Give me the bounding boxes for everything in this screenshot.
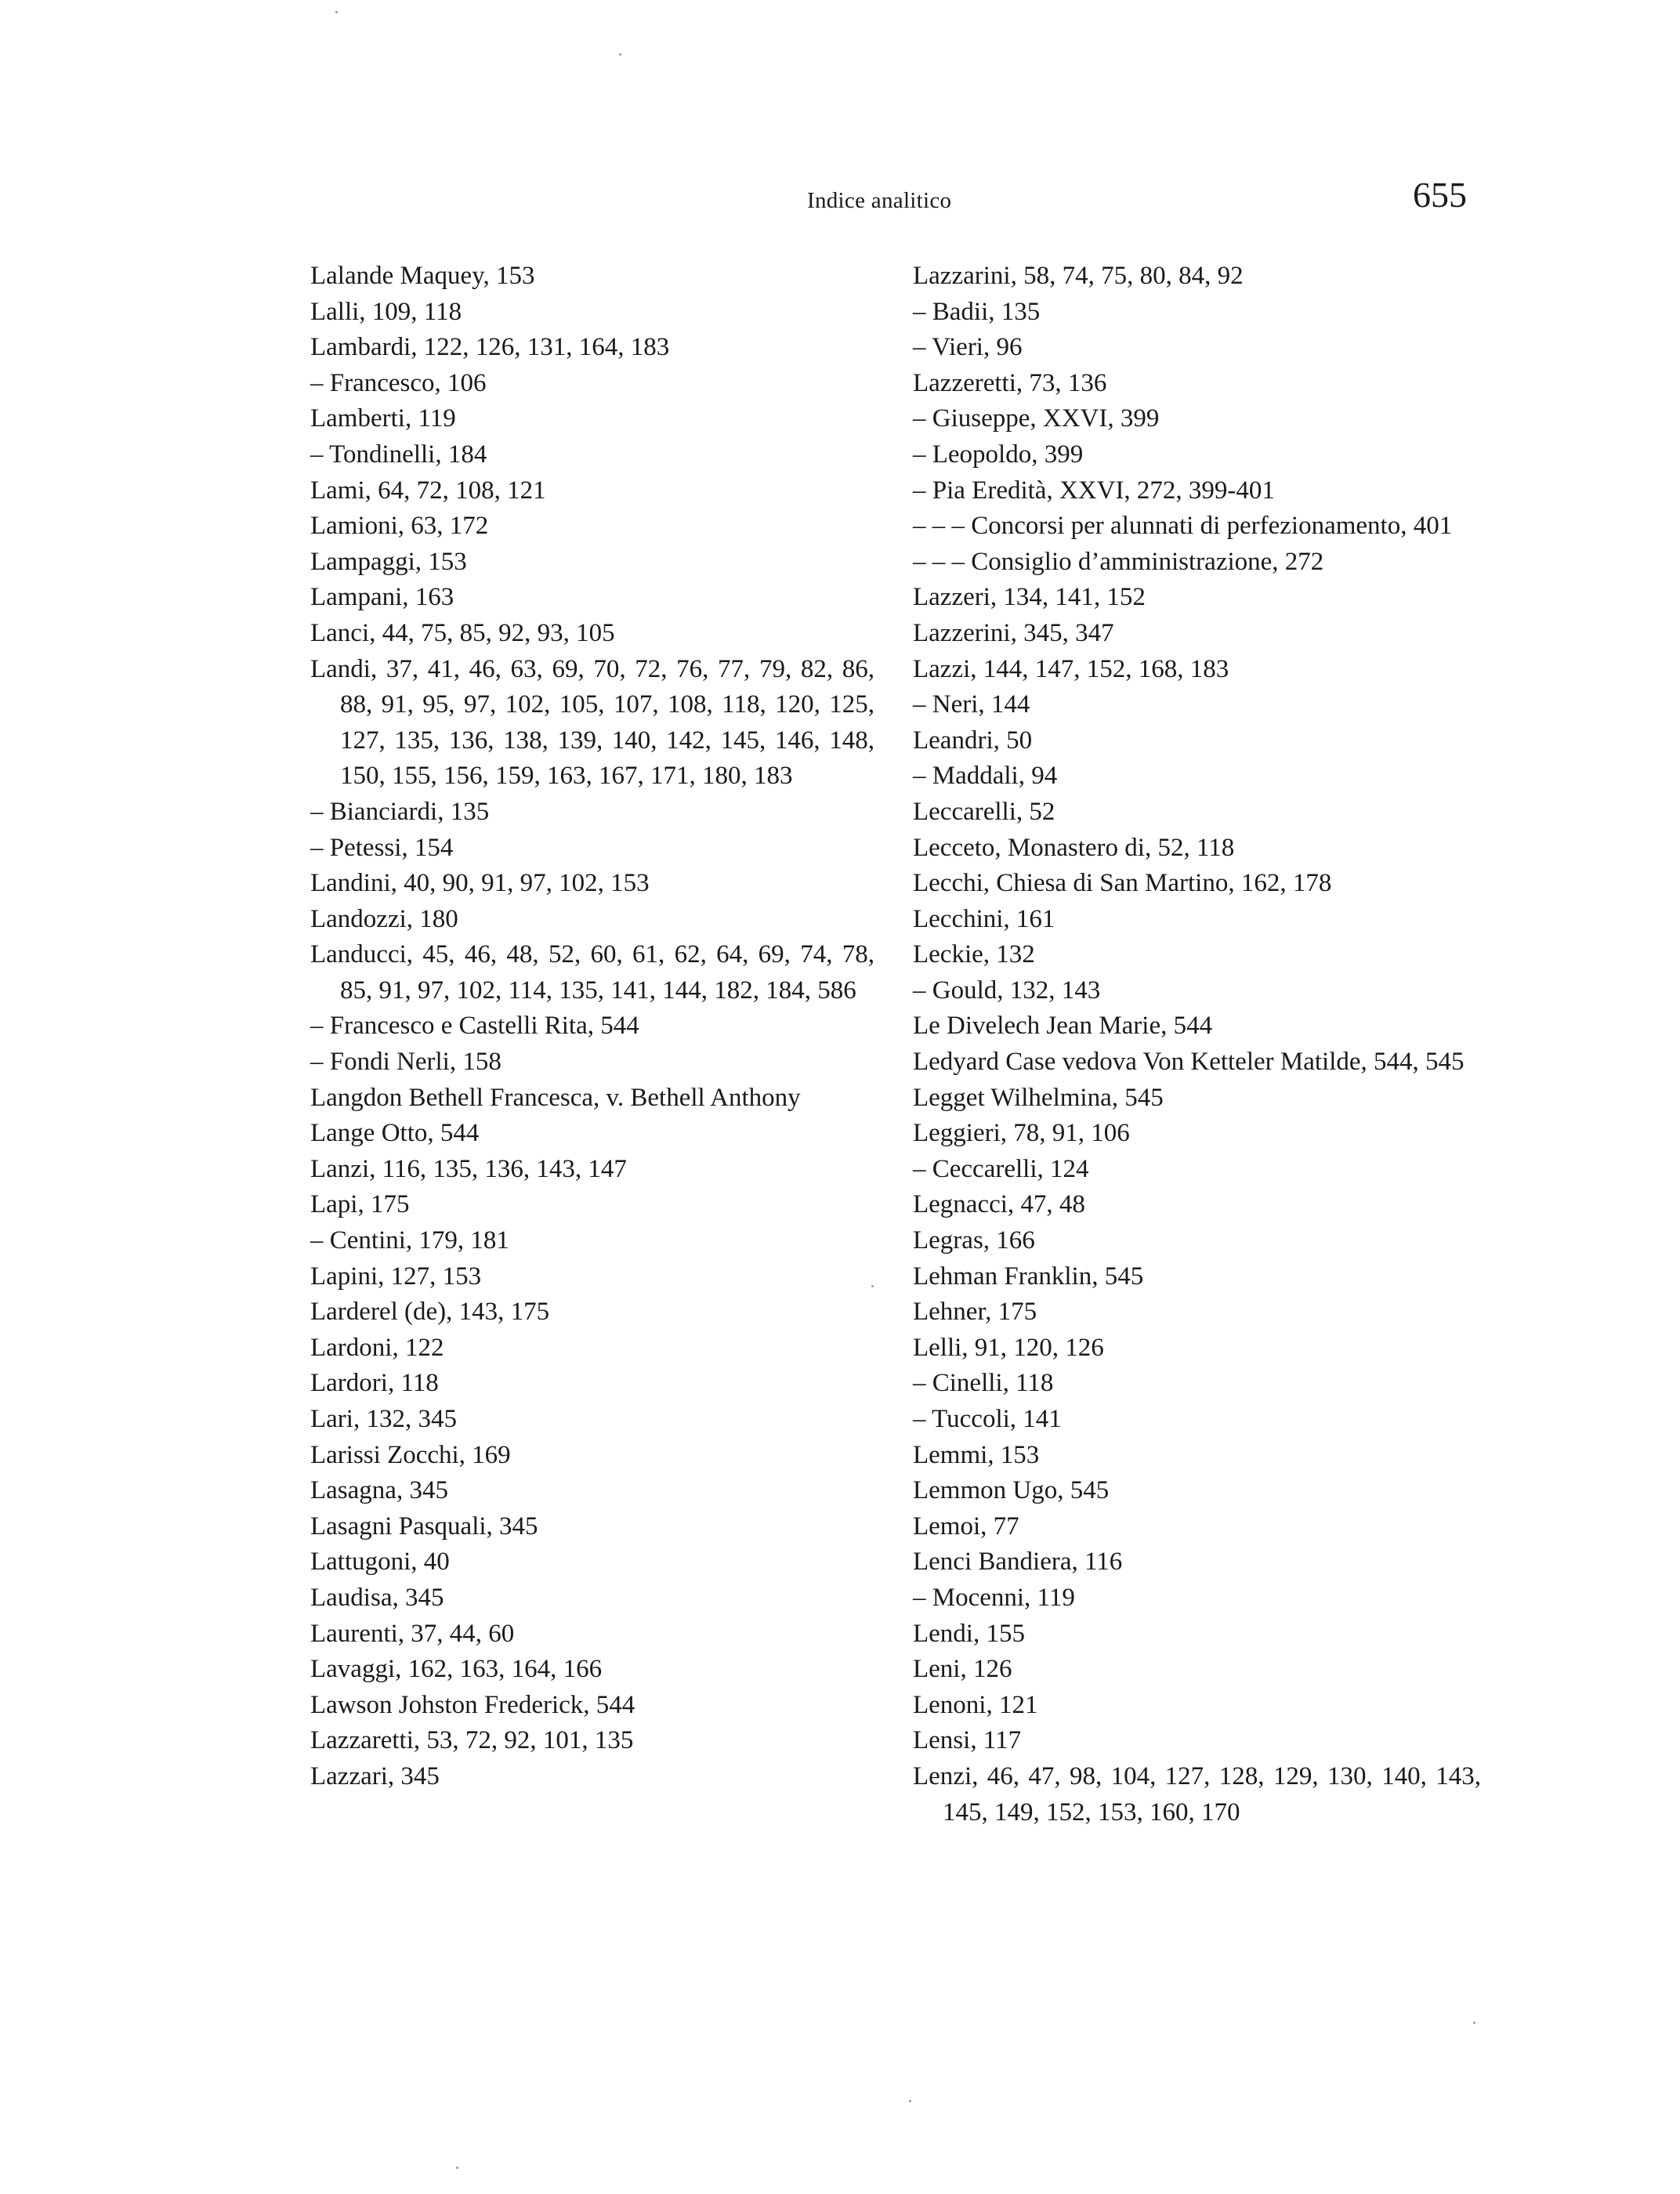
index-entry: Langdon Bethell Francesca, v. Bethell Anthony [310,1083,801,1112]
index-entry: Laurenti, 37, 44, 60 [310,1619,515,1648]
index-entry: Leckie, 132 [913,940,1035,969]
scan-speck [1473,2022,1475,2024]
index-entry: Landozzi, 180 [310,904,458,933]
index-entry: Lapini, 127, 153 [310,1262,482,1291]
index-entry: Ledyard Case vedova Von Ketteler Matilde, 544, 545 [913,1048,1465,1077]
index-entry: Legras, 166 [913,1226,1035,1255]
index-entry: – Francesco, 106 [310,368,487,397]
scan-speck [335,11,338,13]
index-entry: Lazzari, 345 [310,1761,440,1790]
page-number: 655 [1413,175,1467,215]
index-column-left [310,259,874,1795]
scan-speck [619,53,621,56]
index-entry: Leni, 126 [913,1655,1012,1684]
index-entry: Larissi Zocchi, 169 [310,1440,511,1469]
index-entry: Lange Otto, 544 [310,1119,480,1148]
index-entry: Lendi, 155 [913,1619,1025,1648]
index-entry: – Gould, 132, 143 [913,976,1101,1005]
index-entry: Landi, 37, 41, 46, 63, 69, 70, 72, 76, 77, 79, 82, 86, 88, 91, 95, 97, 102, 105, 107, 108, 118, 120, 125, 127, 135, 136, 138, 139, 140, 142, 145, 146, 148, 150, 155, 156, 159, 163, 167, 171, 180, 183 [310,654,874,791]
index-entry: Lasagni Pasquali, 345 [310,1512,538,1541]
index-entry: Lensi, 117 [913,1726,1022,1755]
index-entry: Lardoni, 122 [310,1333,444,1362]
index-entry: Lazzeri, 134, 141, 152 [913,583,1146,612]
scan-speck [909,2100,911,2102]
index-entry: – – – Consiglio d’amministrazione, 272 [913,547,1324,576]
index-entry: Leandri, 50 [913,726,1033,755]
index-entry: Lazzi, 144, 147, 152, 168, 183 [913,654,1229,683]
index-entry: – Tondinelli, 184 [310,440,487,469]
scan-speck [456,2167,458,2169]
index-entry: Lavaggi, 162, 163, 164, 166 [310,1655,603,1684]
index-entry: Lanci, 44, 75, 85, 92, 93, 105 [310,618,615,647]
index-entry: Lemoi, 77 [913,1512,1019,1541]
index-entry: – Leopoldo, 399 [913,440,1084,469]
index-entry: Lenzi, 46, 47, 98, 104, 127, 128, 129, 130, 140, 143, 145, 149, 152, 153, 160, 170 [913,1761,1481,1827]
index-entry: Le Divelech Jean Marie, 544 [913,1012,1213,1041]
index-entry: Lattugoni, 40 [310,1548,450,1577]
index-entry: – Cinelli, 118 [913,1369,1054,1398]
index-entry: Lari, 132, 345 [310,1405,457,1433]
index-entry: Larderel (de), 143, 175 [310,1298,550,1327]
index-entry: Lapi, 175 [310,1190,410,1219]
index-entry: Lenoni, 121 [913,1690,1038,1719]
index-entry: – Petessi, 154 [310,833,454,862]
index-entry: Lampani, 163 [310,583,454,612]
index-entry: Lawson Johston Frederick, 544 [310,1690,635,1719]
scan-speck [871,1285,874,1287]
index-entry: – Badii, 135 [913,297,1041,326]
index-entry: Lanzi, 116, 135, 136, 143, 147 [310,1154,627,1183]
index-entry: Lemmi, 153 [913,1440,1040,1469]
index-entry: – Pia Eredità, XXVI, 272, 399-401 [913,476,1275,505]
index-entry: Lasagna, 345 [310,1476,448,1505]
index-entry: – Mocenni, 119 [913,1583,1075,1612]
index-entry: – Giuseppe, XXVI, 399 [913,404,1160,433]
index-entry: – Centini, 179, 181 [310,1226,509,1255]
index-entry: – Tuccoli, 141 [913,1405,1062,1433]
index-entry: Lampaggi, 153 [310,547,467,576]
index-entry: – Bianciardi, 135 [310,797,490,826]
index-entry: Lalli, 109, 118 [310,297,462,326]
index-entry: – Maddali, 94 [913,762,1058,791]
index-entry: Lambardi, 122, 126, 131, 164, 183 [310,333,670,362]
index-entry: Leccarelli, 52 [913,797,1055,826]
index-entry: Landucci, 45, 46, 48, 52, 60, 61, 62, 64, 69, 74, 78, 85, 91, 97, 102, 114, 135, 141, 144, 182, 184, 586 [310,940,874,1005]
index-entry: Legnacci, 47, 48 [913,1190,1085,1219]
index-entry: Leggieri, 78, 91, 106 [913,1119,1130,1148]
index-entry: Lazzaretti, 53, 72, 92, 101, 135 [310,1726,634,1755]
index-entry: – Ceccarelli, 124 [913,1154,1089,1183]
index-entry: Lamberti, 119 [310,404,456,433]
index-entry: Lalande Maquey, 153 [310,262,535,290]
index-entry: – Neri, 144 [913,690,1030,719]
index-entry: – – – Concorsi per alunnati di perfezionamento, 401 [913,512,1453,541]
index-entry: Lemmon Ugo, 545 [913,1476,1110,1505]
index-entry: Lelli, 91, 120, 126 [913,1333,1104,1362]
running-title: Indice analitico [807,188,952,213]
index-entry: Lenci Bandiera, 116 [913,1548,1123,1577]
index-entry: Lehman Franklin, 545 [913,1262,1144,1291]
index-entry: – Vieri, 96 [913,333,1023,362]
index-entry: Lami, 64, 72, 108, 121 [310,476,546,505]
index-entry: – Fondi Nerli, 158 [310,1048,501,1077]
index-entry: Lecchini, 161 [913,904,1055,933]
index-entry: Legget Wilhelmina, 545 [913,1083,1164,1112]
index-entry: Lardori, 118 [310,1369,439,1398]
index-column-right [913,259,1481,1830]
index-entry: Landini, 40, 90, 91, 97, 102, 153 [310,869,650,898]
index-entry: Laudisa, 345 [310,1583,444,1612]
index-entry: Lazzerini, 345, 347 [913,618,1114,647]
index-entry: Lazzeretti, 73, 136 [913,368,1107,397]
index-entry: Lecceto, Monastero di, 52, 118 [913,833,1235,862]
page-header [807,174,1467,229]
index-entry: Lecchi, Chiesa di San Martino, 162, 178 [913,869,1332,898]
index-entry: Lehner, 175 [913,1298,1037,1327]
index-entry: Lamioni, 63, 172 [310,512,489,541]
index-entry: – Francesco e Castelli Rita, 544 [310,1012,639,1041]
index-entry: Lazzarini, 58, 74, 75, 80, 84, 92 [913,262,1244,290]
